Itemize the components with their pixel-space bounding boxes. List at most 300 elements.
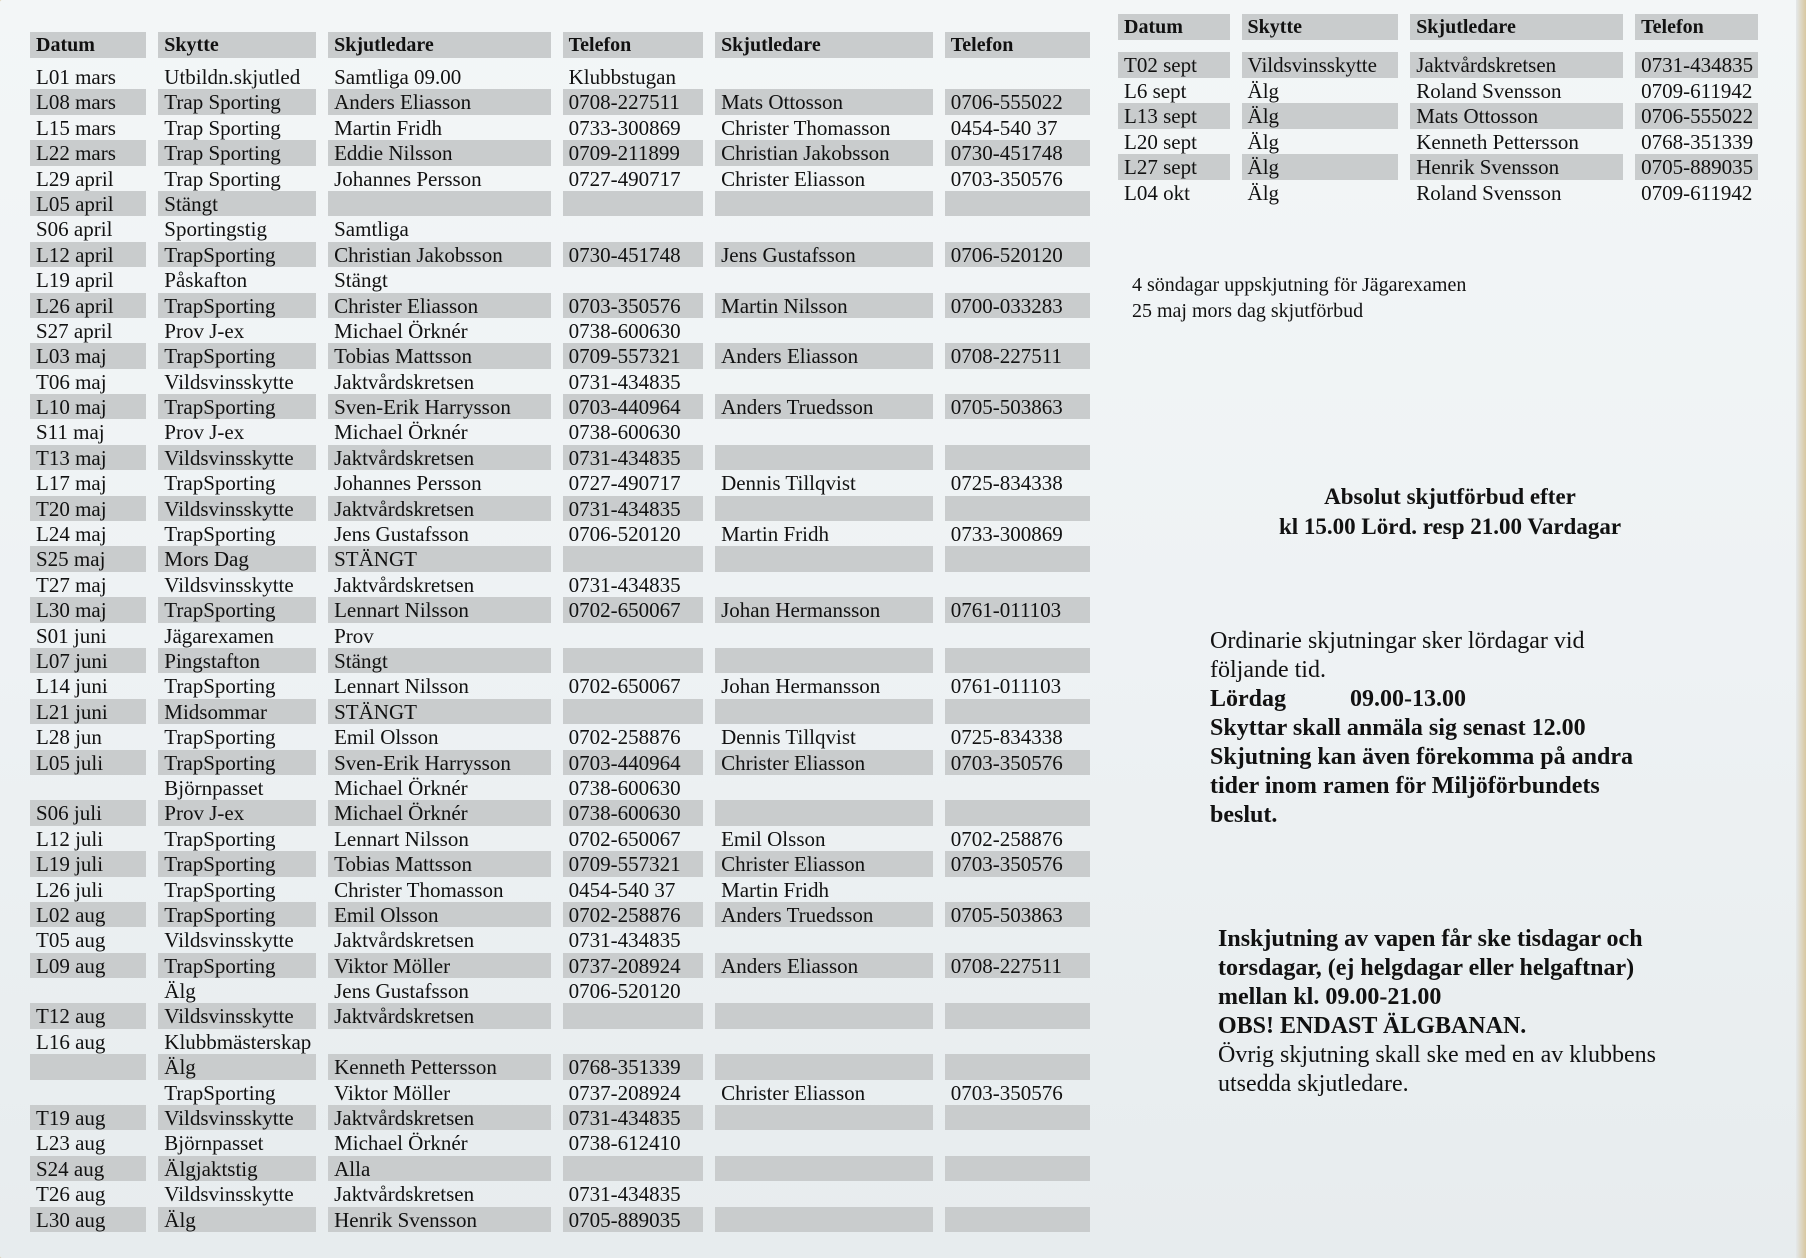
event-cell: Björnpasset [164, 775, 264, 800]
event-cell: Vildsvinsskytte [158, 1003, 316, 1028]
table-row [30, 343, 1090, 368]
leader-2-cell [715, 267, 933, 292]
phone-2-cell [945, 445, 1090, 470]
header-telefon: Telefon [1635, 14, 1758, 40]
left-table-body [30, 64, 1090, 1232]
date-cell: L05 juli [30, 750, 146, 775]
event-cell: Klubbmästerskap [164, 1029, 312, 1054]
phone-cell: 0738-600630 [568, 420, 681, 445]
leader-cell: Michael Örknér [328, 800, 551, 825]
leader-cell: Michael Örknér [334, 420, 468, 445]
event-cell: Prov J-ex [164, 420, 245, 445]
phone-cell: 0702-650067 [568, 674, 681, 699]
leader-cell: Prov [334, 623, 374, 648]
ins-line-3: mellan kl. 09.00-21.00 [1218, 984, 1442, 1010]
leader-cell: Michael Örknér [334, 318, 468, 343]
table-row [30, 419, 1090, 444]
phone-2-cell [945, 191, 1090, 216]
phone-2-cell [945, 496, 1090, 521]
event-cell: Vildsvinsskytte [158, 445, 316, 470]
table-row [30, 64, 1090, 89]
event-cell: TrapSporting [164, 471, 276, 496]
table-row [30, 1181, 1090, 1206]
leader-2-cell: Martin Fridh [721, 877, 829, 902]
leader-2-cell [715, 419, 933, 444]
leader-cell: Michael Örknér [334, 1131, 468, 1156]
date-cell: S25 maj [30, 546, 146, 571]
event-cell: Trap Sporting [158, 89, 316, 114]
date-cell: L19 juli [30, 851, 146, 876]
right-table-header [1118, 14, 1758, 40]
right-table-body [1118, 52, 1758, 206]
phone-cell: 0706-555022 [1635, 103, 1758, 129]
leader-cell: Martin Fridh [334, 115, 443, 140]
event-cell: Utbildn.skjutled [164, 65, 301, 89]
phone-cell: 0737-208924 [568, 1080, 681, 1105]
event-cell: Vildsvinsskytte [164, 369, 294, 394]
phone-cell: 0706-520120 [568, 522, 681, 547]
date-cell: L14 juni [36, 674, 108, 699]
phone-cell: 0731-434835 [563, 445, 703, 470]
ordinary-line-6: tider inom ramen för Miljöförbundets [1210, 773, 1600, 799]
date-cell: L09 aug [30, 953, 146, 978]
table-row [30, 902, 1090, 927]
leader-cell: Stängt [334, 268, 388, 293]
table-row [30, 1054, 1090, 1079]
ins-line-2: torsdagar, (ej helgdagar eller helgaftnar) [1218, 955, 1635, 981]
leader-2-cell [715, 572, 933, 597]
phone-2-cell [945, 419, 1090, 444]
table-row [30, 496, 1090, 521]
leader-cell: Johannes Persson [334, 471, 482, 496]
leader-2-cell: Christer Eliasson [721, 166, 866, 191]
date-cell: T12 aug [30, 1003, 146, 1028]
leader-cell: Viktor Möller [334, 1080, 451, 1105]
event-cell: Vildsvinsskytte [1242, 52, 1399, 78]
date-cell: L21 juni [30, 699, 146, 724]
event-cell: Prov J-ex [158, 800, 316, 825]
event-cell: Älg [1247, 78, 1280, 103]
header-datum: Datum [30, 32, 146, 58]
leader-cell: Roland Svensson [1416, 78, 1562, 103]
phone-2-cell [945, 927, 1090, 952]
table-row [30, 546, 1090, 571]
event-cell: Björnpasset [164, 1131, 264, 1156]
date-cell: T06 maj [36, 369, 107, 394]
table-row [30, 115, 1090, 140]
leader-2-cell [715, 318, 933, 343]
date-cell: L10 maj [30, 394, 146, 419]
event-cell: TrapSporting [158, 597, 316, 622]
table-row [30, 927, 1090, 952]
date-cell: L23 aug [36, 1131, 106, 1156]
date-cell [30, 1080, 146, 1105]
ordinary-line-2: följande tid. [1210, 657, 1326, 683]
leader-cell: Christer Eliasson [328, 293, 551, 318]
leader-2-cell [715, 1029, 933, 1054]
leader-cell: STÄNGT [328, 546, 551, 571]
phone-2-cell: 0703-350576 [950, 166, 1063, 191]
leader-2-cell: Johan Hermansson [721, 674, 881, 699]
date-cell: L07 juni [30, 648, 146, 673]
phone-2-cell [945, 1029, 1090, 1054]
ordinary-day: Lördag [1210, 686, 1287, 712]
leader-cell: Jens Gustafsson [334, 979, 469, 1004]
date-cell: S06 juli [30, 800, 146, 825]
leader-cell: Eddie Nilsson [328, 140, 551, 165]
phone-2-cell: 0454-540 37 [950, 115, 1058, 140]
phone-2-cell: 0706-555022 [945, 89, 1090, 114]
ban-line-2: kl 15.00 Lörd. resp 21.00 Vardagar [1278, 514, 1622, 539]
ordinary-line-4: Skyttar skall anmäla sig senast 12.00 [1210, 715, 1586, 741]
table-row [30, 673, 1090, 698]
leader-cell: Johannes Persson [334, 166, 482, 191]
date-cell: T05 aug [36, 928, 106, 953]
table-row [1118, 180, 1758, 206]
phone-cell: 0768-351339 [563, 1054, 703, 1079]
table-row [30, 166, 1090, 191]
left-schedule-table [30, 32, 1090, 1232]
event-cell: Vildsvinsskytte [164, 928, 294, 953]
leader-2-cell [715, 496, 933, 521]
phone-2-cell [945, 1054, 1090, 1079]
phone-2-cell: 0703-350576 [950, 1080, 1063, 1105]
leader-cell: Jaktvårdskretsen [334, 572, 475, 597]
table-row [30, 648, 1090, 673]
event-cell: TrapSporting [164, 826, 276, 851]
ordinary-time: 09.00-13.00 [1350, 686, 1466, 712]
date-cell: L6 sept [1124, 78, 1187, 103]
phone-cell: 0768-351339 [1641, 129, 1754, 154]
phone-cell [563, 1029, 703, 1054]
event-cell: Älg [1247, 129, 1280, 154]
date-cell: T26 aug [36, 1182, 106, 1207]
right-schedule-table [1118, 14, 1758, 206]
event-cell: Älg [1242, 103, 1399, 129]
phone-2-cell [945, 1105, 1090, 1130]
header-skytte: Skytte [158, 32, 316, 58]
phone-cell: 0738-612410 [568, 1131, 681, 1156]
table-row [1118, 78, 1758, 104]
date-cell [30, 1054, 146, 1079]
phone-2-cell [945, 267, 1090, 292]
phone-2-cell [945, 1156, 1090, 1181]
date-cell: T27 maj [36, 572, 107, 597]
date-cell: L04 okt [1124, 180, 1190, 205]
leader-cell: Lennart Nilsson [328, 597, 551, 622]
date-cell: T13 maj [30, 445, 146, 470]
phone-cell: 0708-227511 [563, 89, 703, 114]
event-cell: TrapSporting [158, 953, 316, 978]
leader-cell: Jaktvårdskretsen [334, 369, 475, 394]
leader-cell: Sven-Erik Harrysson [328, 394, 551, 419]
phone-2-cell [945, 1181, 1090, 1206]
table-row [30, 572, 1090, 597]
date-cell: L02 aug [30, 902, 146, 927]
event-cell: TrapSporting [158, 293, 316, 318]
leader-cell: Jaktvårdskretsen [328, 445, 551, 470]
table-row [1118, 103, 1758, 129]
leader-cell: Jaktvårdskretsen [328, 1105, 551, 1130]
table-row [30, 623, 1090, 648]
ordinary-line-7: beslut. [1210, 802, 1278, 828]
event-cell: TrapSporting [158, 343, 316, 368]
leader-cell: STÄNGT [328, 699, 551, 724]
table-row [30, 1080, 1090, 1105]
leader-cell: Henrik Svensson [328, 1207, 551, 1232]
leader-2-cell [715, 216, 933, 241]
event-cell: Pingstafton [158, 648, 316, 673]
header-skjutledare: Skjutledare [1410, 14, 1623, 40]
table-row [30, 267, 1090, 292]
leader-2-cell: Martin Fridh [721, 522, 829, 547]
note-mors-dag: 25 maj mors dag skjutförbud [1132, 300, 1364, 322]
leader-2-cell: Anders Truedsson [715, 394, 933, 419]
leader-cell: Stängt [328, 648, 551, 673]
event-cell: Prov J-ex [164, 318, 245, 343]
date-cell: L17 maj [36, 471, 107, 496]
date-cell: L27 sept [1118, 154, 1230, 180]
table-row [30, 394, 1090, 419]
phone-cell: 0702-258876 [563, 902, 703, 927]
table-row [30, 1105, 1090, 1130]
date-cell: L26 april [30, 293, 146, 318]
leader-2-cell: Dennis Tillqvist [721, 725, 856, 750]
phone-cell: 0705-889035 [1635, 154, 1758, 180]
leader-cell: Jaktvårdskretsen [328, 1003, 551, 1028]
date-cell: L22 mars [30, 140, 146, 165]
table-row [30, 851, 1090, 876]
leader-cell [328, 1029, 551, 1054]
leader-cell: Lennart Nilsson [334, 674, 469, 699]
header-skytte: Skytte [1242, 14, 1399, 40]
leader-2-cell [715, 800, 933, 825]
leader-cell: Jaktvårdskretsen [334, 928, 475, 953]
event-cell: Älg [1242, 154, 1399, 180]
event-cell: TrapSporting [164, 877, 276, 902]
phone-2-cell [945, 64, 1090, 89]
leader-2-cell: Jens Gustafsson [715, 242, 933, 267]
event-cell: TrapSporting [158, 851, 316, 876]
table-row [1118, 154, 1758, 180]
table-row [30, 826, 1090, 851]
event-cell: Vildsvinsskytte [158, 1105, 316, 1130]
header-datum: Datum [1118, 14, 1230, 40]
date-cell: L01 mars [36, 65, 116, 89]
phone-cell: 0703-350576 [563, 293, 703, 318]
phone-cell: 0709-611942 [1641, 180, 1753, 205]
phone-cell: 0702-650067 [563, 597, 703, 622]
date-cell: L15 mars [36, 115, 116, 140]
date-cell: L30 aug [30, 1207, 146, 1232]
phone-2-cell [945, 1003, 1090, 1028]
table-row [30, 140, 1090, 165]
date-cell: L20 sept [1124, 129, 1197, 154]
leader-2-cell [715, 1156, 933, 1181]
leader-2-cell [715, 1181, 933, 1206]
phone-2-cell: 0705-503863 [945, 902, 1090, 927]
phone-cell: 0731-434835 [1635, 52, 1758, 78]
leader-2-cell [715, 369, 933, 394]
leader-2-cell [715, 546, 933, 571]
leader-2-cell: Anders Eliasson [715, 343, 933, 368]
leader-cell: Kenneth Pettersson [1416, 129, 1579, 154]
leader-2-cell [715, 648, 933, 673]
table-row [1118, 129, 1758, 155]
phone-2-cell [945, 1207, 1090, 1232]
phone-cell: 0706-520120 [568, 979, 681, 1004]
table-row [30, 191, 1090, 216]
leader-2-cell [715, 1207, 933, 1232]
leader-2-cell [715, 445, 933, 470]
shooting-ban-notice [1100, 482, 1800, 542]
notes [1132, 272, 1466, 324]
header-telefon-2: Telefon [945, 32, 1090, 58]
phone-cell: 0703-440964 [563, 750, 703, 775]
event-cell: TrapSporting [158, 394, 316, 419]
phone-2-cell: 0703-350576 [945, 851, 1090, 876]
table-row [30, 953, 1090, 978]
leader-2-cell [715, 1105, 933, 1130]
phone-2-cell [945, 623, 1090, 648]
date-cell: L16 aug [36, 1029, 106, 1054]
phone-2-cell: 0708-227511 [945, 953, 1090, 978]
phone-cell: 0709-557321 [563, 851, 703, 876]
date-cell: S27 april [36, 318, 113, 343]
leader-2-cell [715, 699, 933, 724]
phone-2-cell: 0705-503863 [945, 394, 1090, 419]
phone-cell: 0730-451748 [563, 242, 703, 267]
date-cell [30, 775, 146, 800]
leader-cell: Jens Gustafsson [334, 522, 469, 547]
event-cell: Älg [164, 979, 196, 1004]
phone-2-cell: 0733-300869 [950, 522, 1063, 547]
phone-cell: 0703-440964 [563, 394, 703, 419]
event-cell: TrapSporting [158, 242, 316, 267]
date-cell: L03 maj [30, 343, 146, 368]
phone-2-cell: 0706-520120 [945, 242, 1090, 267]
leader-2-cell [715, 978, 933, 1003]
date-cell [30, 978, 146, 1003]
phone-cell [563, 191, 703, 216]
leader-cell: Alla [328, 1156, 551, 1181]
phone-cell: 0702-258876 [568, 725, 681, 750]
leader-cell: Jaktvårdskretsen [334, 1182, 475, 1207]
table-row [30, 293, 1090, 318]
phone-cell: 0454-540 37 [568, 877, 676, 902]
date-cell: L13 sept [1118, 103, 1230, 129]
phone-2-cell [945, 775, 1090, 800]
table-row [30, 724, 1090, 749]
leader-cell: Jaktvårdskretsen [328, 496, 551, 521]
phone-cell: 0709-211899 [563, 140, 703, 165]
left-table-header [30, 32, 1090, 58]
leader-cell: Jaktvårdskretsen [1410, 52, 1623, 78]
event-cell: Trap Sporting [164, 115, 281, 140]
event-cell: TrapSporting [164, 674, 276, 699]
date-cell: L05 april [30, 191, 146, 216]
date-cell: L12 juli [36, 826, 104, 851]
table-row [30, 242, 1090, 267]
event-cell: Vildsvinsskytte [164, 1182, 294, 1207]
leader-2-cell [715, 927, 933, 952]
phone-2-cell: 0725-834338 [950, 471, 1063, 496]
date-cell: L19 april [36, 268, 114, 293]
leader-cell: Christian Jakobsson [328, 242, 551, 267]
event-cell: Trap Sporting [164, 166, 281, 191]
leader-cell: Sven-Erik Harrysson [328, 750, 551, 775]
date-cell: S11 maj [36, 420, 105, 445]
phone-cell [563, 267, 703, 292]
phone-cell: 0731-434835 [568, 369, 681, 394]
leader-cell: Samtliga 09.00 [334, 65, 462, 89]
phone-2-cell [945, 546, 1090, 571]
event-cell: Midsommar [158, 699, 316, 724]
event-cell: Älg [1247, 180, 1280, 205]
table-row [30, 89, 1090, 114]
phone-2-cell [945, 1130, 1090, 1155]
phone-cell: 0737-208924 [563, 953, 703, 978]
phone-cell: 0731-434835 [568, 1182, 681, 1207]
leader-2-cell [715, 191, 933, 216]
phone-2-cell [945, 216, 1090, 241]
phone-cell: 0738-600630 [568, 318, 681, 343]
leader-2-cell [715, 64, 933, 89]
table-row [30, 470, 1090, 495]
leader-2-cell: Christian Jakobsson [715, 140, 933, 165]
leader-2-cell: Johan Hermansson [715, 597, 933, 622]
leader-2-cell [715, 775, 933, 800]
phone-cell: 0731-434835 [568, 928, 681, 953]
phone-2-cell [945, 369, 1090, 394]
event-cell: Älg [158, 1054, 316, 1079]
note-jagarexamen: 4 söndagar uppskjutning för Jägarexamen [1132, 274, 1467, 296]
leader-2-cell: Christer Thomasson [721, 115, 891, 140]
phone-2-cell: 0725-834338 [950, 725, 1063, 750]
ordinary-line-1: Ordinarie skjutningar sker lördagar vid [1210, 628, 1585, 654]
ins-line-4: OBS! ENDAST ÄLGBANAN. [1218, 1013, 1527, 1039]
leader-cell: Emil Olsson [328, 902, 551, 927]
phone-cell [563, 1156, 703, 1181]
inskjutning-info [1218, 925, 1778, 1099]
phone-2-cell: 0730-451748 [945, 140, 1090, 165]
leader-2-cell: Emil Olsson [721, 826, 826, 851]
event-cell: Jägarexamen [164, 623, 274, 648]
phone-cell: 0733-300869 [568, 115, 681, 140]
event-cell: Stängt [158, 191, 316, 216]
phone-cell: 0738-600630 [563, 800, 703, 825]
leader-2-cell: Christer Eliasson [715, 851, 933, 876]
phone-cell: 0731-434835 [563, 496, 703, 521]
date-cell: L29 april [36, 166, 114, 191]
phone-2-cell [945, 800, 1090, 825]
leader-cell: Anders Eliasson [328, 89, 551, 114]
event-cell: Vildsvinsskytte [164, 572, 294, 597]
event-cell: Påskafton [164, 268, 248, 293]
date-cell: S06 april [36, 217, 113, 242]
leader-2-cell: Martin Nilsson [715, 293, 933, 318]
leader-2-cell: Mats Ottosson [715, 89, 933, 114]
leader-cell: Tobias Mattsson [328, 851, 551, 876]
leader-2-cell [715, 1054, 933, 1079]
phone-cell: 0702-650067 [568, 826, 681, 851]
event-cell: TrapSporting [164, 1080, 276, 1105]
ins-line-1: Inskjutning av vapen får ske tisdagar och [1218, 926, 1643, 952]
leader-cell: Kenneth Pettersson [328, 1054, 551, 1079]
phone-2-cell [945, 572, 1090, 597]
event-cell: TrapSporting [158, 902, 316, 927]
phone-cell: 0705-889035 [563, 1207, 703, 1232]
